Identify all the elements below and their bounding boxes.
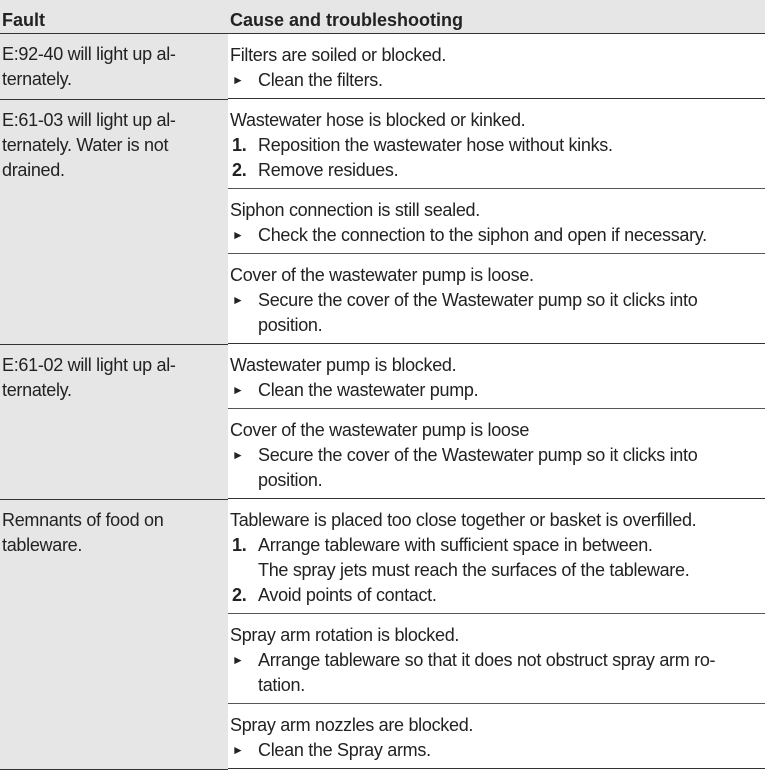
step-number: 2.: [232, 585, 247, 605]
table-row: [0, 344, 765, 499]
arrow-bullet-icon: ►: [232, 73, 244, 87]
step-text: Clean the filters.: [258, 70, 383, 90]
fault-cell: E:61-03 will light up al- ternately. Water is not drained.: [0, 99, 228, 344]
step-text: Avoid points of contact.: [258, 585, 437, 605]
cause-cell: [228, 34, 765, 100]
cause-column-header: Cause and troubleshooting: [228, 0, 765, 34]
troubleshooting-step: [230, 288, 765, 338]
cause-title: Tableware is placed too close together or basket is overfilled.: [230, 510, 697, 530]
cause-block: [228, 34, 765, 99]
step-text: Check the connection to the siphon and open if necessary.: [258, 225, 707, 245]
troubleshooting-step: [230, 583, 765, 608]
troubleshooting-step: [230, 738, 765, 763]
arrow-bullet-icon: ►: [232, 383, 244, 397]
cause-cell: [228, 99, 765, 344]
step-text: Remove residues.: [258, 160, 399, 180]
cause-block: [228, 189, 765, 254]
fault-column-header: Fault: [0, 0, 228, 34]
step-text: Reposition the wastewater hose without kinks.: [258, 135, 613, 155]
cause-cell: [228, 344, 765, 499]
step-text: Secure the cover of the Wastewater pump so it clicks into position.: [258, 445, 698, 490]
troubleshooting-step: [230, 443, 765, 493]
step-number: 1.: [232, 135, 247, 155]
arrow-bullet-icon: ►: [232, 293, 244, 307]
step-number: 2.: [232, 160, 247, 180]
arrow-bullet-icon: ►: [232, 743, 244, 757]
cause-block: [228, 614, 765, 704]
step-text: Secure the cover of the Wastewater pump so it clicks into position.: [258, 290, 698, 335]
step-text: Arrange tableware with sufficient space in between. The spray jets must reach the surfaces of the tableware.: [258, 535, 690, 580]
cause-block: [228, 344, 765, 409]
step-text: Arrange tableware so that it does not obstruct spray arm ro- tation.: [258, 650, 716, 695]
troubleshooting-step: [230, 223, 765, 248]
troubleshooting-step: [230, 158, 765, 183]
arrow-bullet-icon: ►: [232, 228, 244, 242]
header-row: [0, 0, 765, 34]
troubleshooting-step: [230, 533, 765, 583]
arrow-bullet-icon: ►: [232, 653, 244, 667]
cause-block: [228, 499, 765, 614]
cause-title: Wastewater hose is blocked or kinked.: [230, 110, 526, 130]
cause-title: Cover of the wastewater pump is loose.: [230, 265, 534, 285]
fault-cell: Remnants of food on tableware.: [0, 499, 228, 769]
table-row: [0, 499, 765, 769]
cause-block: [228, 409, 765, 499]
troubleshooting-step: [230, 378, 765, 403]
cause-title: Spray arm rotation is blocked.: [230, 625, 460, 645]
cause-title: Wastewater pump is blocked.: [230, 355, 457, 375]
fault-cell: E:61-02 will light up al- ternately.: [0, 344, 228, 499]
step-text: Clean the wastewater pump.: [258, 380, 479, 400]
cause-block: [228, 704, 765, 769]
cause-title: Filters are soiled or blocked.: [230, 45, 447, 65]
troubleshooting-step: [230, 648, 765, 698]
troubleshooting-step: [230, 68, 765, 93]
step-number: 1.: [232, 535, 247, 555]
table-row: [0, 99, 765, 344]
cause-block: [228, 99, 765, 189]
table-row: [0, 34, 765, 100]
cause-title: Spray arm nozzles are blocked.: [230, 715, 474, 735]
cause-title: Cover of the wastewater pump is loose: [230, 420, 530, 440]
cause-cell: [228, 499, 765, 769]
cause-block: [228, 254, 765, 344]
troubleshooting-step: [230, 133, 765, 158]
table-body: [0, 34, 765, 770]
arrow-bullet-icon: ►: [232, 448, 244, 462]
cause-title: Siphon connection is still sealed.: [230, 200, 480, 220]
fault-cell: E:92-40 will light up al- ternately.: [0, 34, 228, 100]
step-text: Clean the Spray arms.: [258, 740, 431, 760]
